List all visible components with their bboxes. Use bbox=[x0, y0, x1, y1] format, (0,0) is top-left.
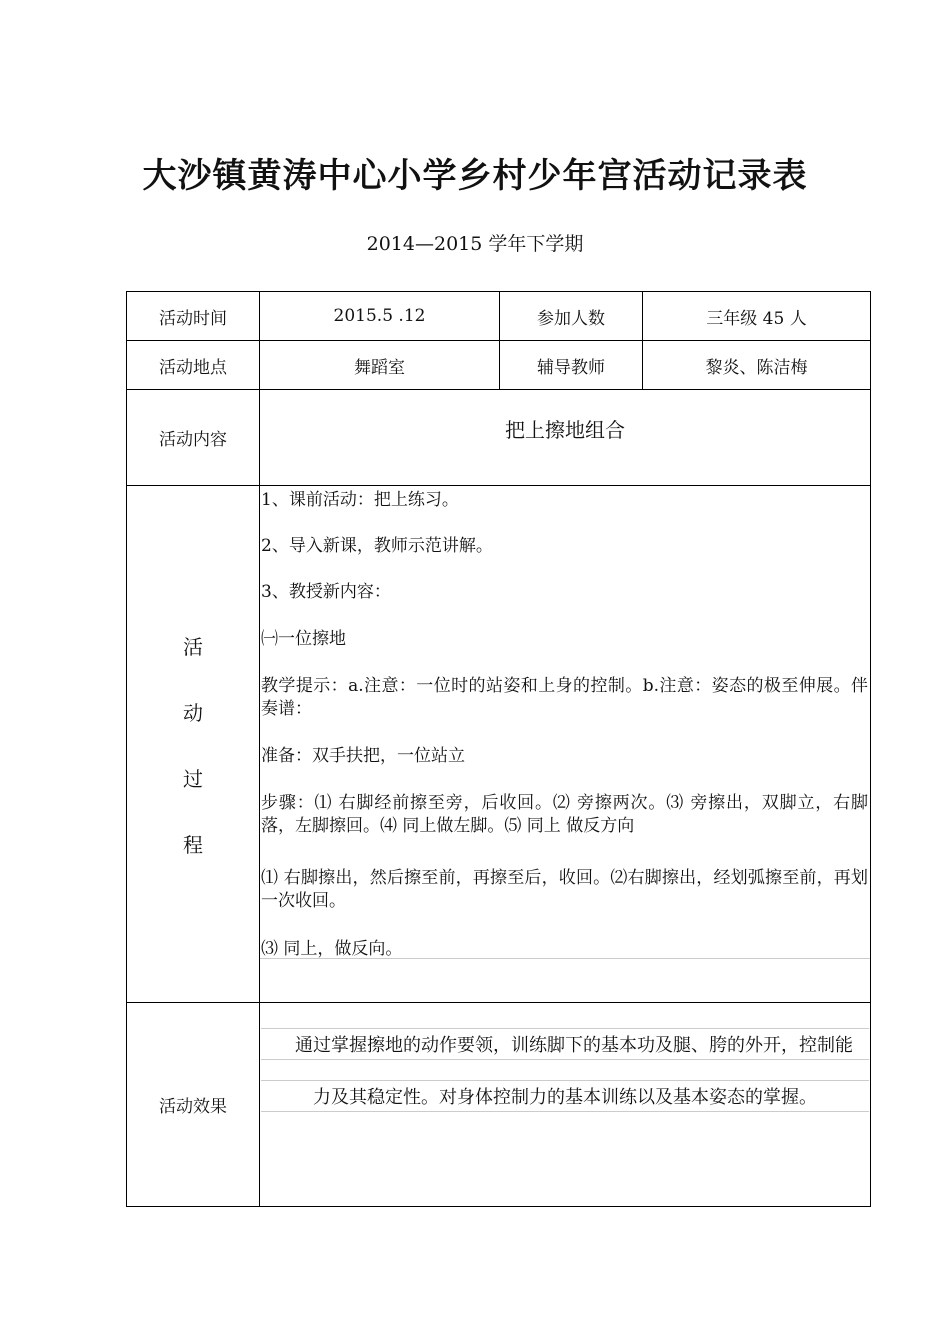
semester-subtitle: 2014—2015 学年下学期 bbox=[366, 233, 584, 255]
process-line: ㈠一位擦地 bbox=[261, 629, 346, 649]
process-line: 步骤：⑴ 右脚经前擦至旁，后收回。⑵ 旁擦两次。⑶ 旁擦出，双脚立，右脚落，左脚擦回。⑷ 同上做左脚。⑸ 同上 做反方向 bbox=[261, 793, 868, 836]
process-label bbox=[127, 486, 260, 1003]
place-value: 舞蹈室 bbox=[260, 341, 500, 390]
content-value: 把上擦地组合 bbox=[505, 418, 625, 442]
divider bbox=[260, 958, 870, 959]
teacher-label: 辅导教师 bbox=[500, 341, 643, 390]
process-line: 2、导入新课，教师示范讲解。 bbox=[261, 536, 493, 556]
teacher-value: 黎炎、陈洁梅 bbox=[643, 341, 871, 390]
table-row-process bbox=[127, 486, 871, 1003]
process-line: ⑶ 同上，做反向。 bbox=[261, 939, 403, 959]
table-row-effect bbox=[127, 1003, 871, 1207]
time-label: 活动时间 bbox=[127, 292, 260, 341]
table-row-place bbox=[127, 341, 871, 390]
effect-line: 通过掌握擦地的动作要领，训练脚下的基本功及腿、胯的外开，控制能 bbox=[261, 1028, 869, 1060]
process-label-char: 动 bbox=[183, 700, 203, 725]
page-title: 大沙镇黄涛中心小学乡村少年宫活动记录表 bbox=[142, 156, 808, 196]
process-label-char: 活 bbox=[183, 634, 203, 659]
process-line: ⑴ 右脚擦出，然后擦至前，再擦至后，收回。⑵右脚擦出，经划弧擦至前，再划一次收回。 bbox=[261, 868, 868, 911]
effect-line: 力及其稳定性。对身体控制力的基本训练以及基本姿态的掌握。 bbox=[261, 1080, 869, 1112]
activity-record-table bbox=[126, 291, 871, 1207]
participants-label: 参加人数 bbox=[500, 292, 643, 341]
effect-cell bbox=[260, 1003, 871, 1207]
process-line: 教学提示：a.注意：一位时的站姿和上身的控制。b.注意：姿态的极至伸展。伴奏谱： bbox=[261, 676, 868, 719]
content-cell bbox=[260, 390, 871, 486]
table-row-content bbox=[127, 390, 871, 486]
process-cell bbox=[260, 486, 871, 1003]
place-label: 活动地点 bbox=[127, 341, 260, 390]
table-row-time bbox=[127, 292, 871, 341]
time-value: 2015.5 .12 bbox=[260, 292, 500, 341]
participants-value: 三年级 45 人 bbox=[643, 292, 871, 341]
effect-label: 活动效果 bbox=[127, 1003, 260, 1207]
process-line: 1、课前活动：把上练习。 bbox=[261, 490, 459, 510]
content-label: 活动内容 bbox=[127, 390, 260, 486]
process-label-char: 程 bbox=[183, 832, 203, 857]
process-line: 准备：双手扶把，一位站立 bbox=[261, 746, 465, 766]
process-line: 3、教授新内容： bbox=[261, 582, 391, 602]
process-label-char: 过 bbox=[183, 766, 203, 791]
